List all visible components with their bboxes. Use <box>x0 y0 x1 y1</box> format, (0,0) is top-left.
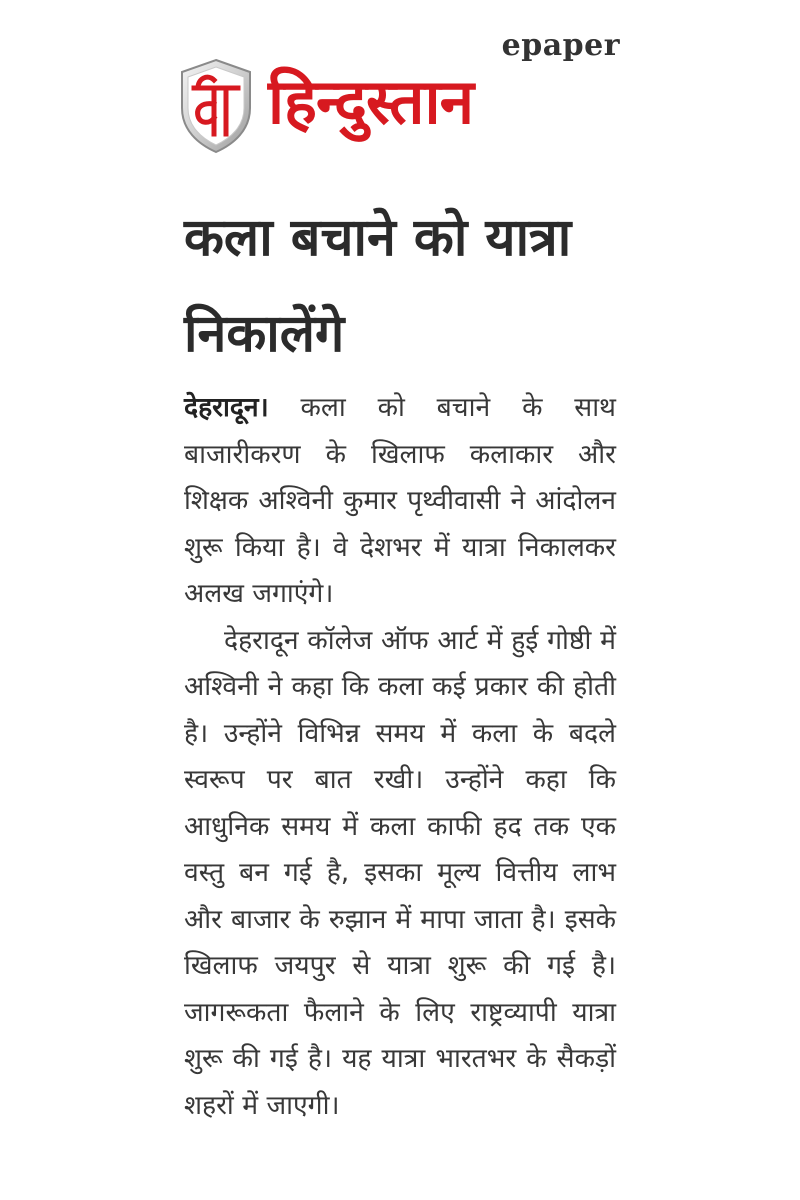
article-headline: कला बचाने को यात्रा निकालेंगे <box>184 208 572 364</box>
article-paragraph-1-text: कला को बचाने के साथ बाजारीकरण के खिलाफ कलाकार और शिक्षक अश्विनी कुमार पृथ्वीवासी ने आंदोलन शुरू किया है। वे देशभर में यात्रा निकालकर अलख जगाएंगे। <box>184 392 616 609</box>
masthead <box>180 58 620 154</box>
article-body <box>184 385 616 1129</box>
article-dateline: देहरादून। <box>184 392 269 423</box>
masthead-title: हिन्दुस्तान <box>268 65 473 138</box>
article-paragraph: देहरादून कॉलेज ऑफ आर्ट में हुई गोष्ठी में अश्विनी ने कहा कि कला कई प्रकार की होती है। उन्होंने विभिन्न समय में कला के बदले स्वरूप पर बात रखी। उन्होंने कहा कि आधुनिक समय में कला काफी हद तक एक वस्तु बन गई है, इसका मूल्य वित्तीय लाभ और बाजार के रुझान में मापा जाता है। इसके खिलाफ जयपुर से यात्रा शुरू की गई है। जागरूकता फैलाने के लिए राष्ट्रव्यापी यात्रा शुरू की गई है। यह यात्रा भारतभर के सैकड़ों शहरों में जाएगी। <box>184 624 616 1121</box>
article-paragraph <box>184 385 616 618</box>
epaper-page <box>180 20 620 1180</box>
hindustan-shield-logo-icon <box>180 58 252 154</box>
epaper-label: epaper <box>501 28 620 63</box>
